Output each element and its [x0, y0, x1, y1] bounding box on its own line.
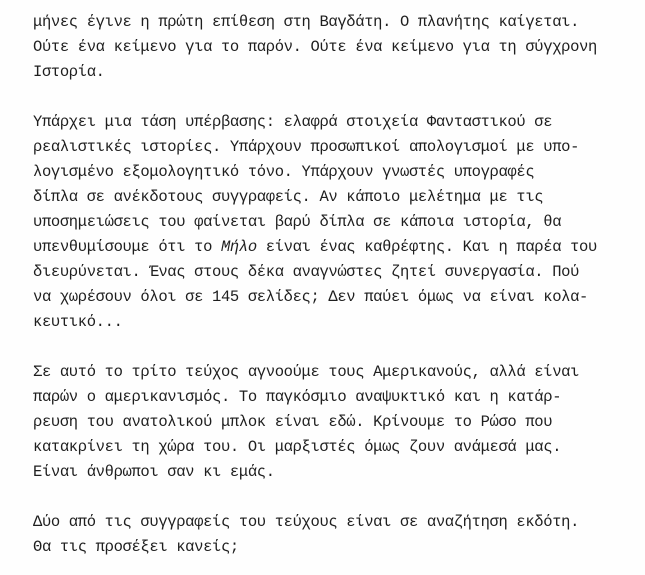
text-line: Ιστορία. [33, 63, 105, 81]
text-run: είναι ένας καθρέφτης. Και η παρέα του [256, 238, 597, 256]
text-line: Δύο από τις συγγραφείς του τεύχους είναι σε αναζήτηση εκδότη. [33, 513, 580, 531]
text-line: διευρύνεται. Ένας στους δέκα αναγνώστες ζητεί συνεργασία. Πού [33, 263, 580, 281]
text-line: κατακρίνει τη χώρα του. Οι μαρξιστές όμως ζουν ανάμεσά μας. [33, 438, 562, 456]
text-line: δίπλα σε ανέκδοτους συγγραφείς. Αν κάποιο μελέτημα με τις [33, 188, 544, 206]
text-line: Ούτε ένα κείμενο για το παρόν. Ούτε ένα κείμενο για τη σύγχρονη [33, 38, 597, 56]
text-line: λογισμένο εξομολογητικό τόνο. Υπάρχουν γνωστές υπογραφές [33, 163, 535, 181]
text-line: παρών ο αμερικανισμός. Το παγκόσμιο αναψυκτικό και η κατάρ- [33, 388, 562, 406]
journal-title: Μήλο [220, 238, 257, 256]
text-line: Υπάρχει μια τάση υπέρβασης: ελαφρά στοιχεία Φανταστικού σε [33, 113, 553, 131]
text-line: υποσημειώσεις του φαίνεται βαρύ δίπλα σε κάποια ιστορία, θα [33, 213, 562, 231]
text-line: Θα τις προσέξει κανείς; [33, 538, 239, 556]
text-run: υπενθυμίσουμε ότι το [33, 238, 221, 256]
text-line: ρευση του ανατολικού μπλοκ είναι εδώ. Κρίνουμε το Ρώσο που [33, 413, 553, 431]
text-line: να χωρέσουν όλοι σε 145 σελίδες; Δεν παύει όμως να είναι κολα- [33, 288, 588, 306]
text-line: Είναι άνθρωποι σαν κι εμάς. [33, 463, 275, 481]
text-line: ρεαλιστικές ιστορίες. Υπάρχουν προσωπικοί απολογισμοί με υπο- [33, 138, 580, 156]
text-line: κευτικό... [33, 313, 123, 331]
text-line: μήνες έγινε η πρώτη επίθεση στη Βαγδάτη. Ο πλανήτης καίγεται. [33, 13, 580, 31]
text-line: Σε αυτό το τρίτο τεύχος αγνοούμε τους Αμερικανούς, αλλά είναι [33, 363, 580, 381]
text-line [33, 237, 597, 257]
